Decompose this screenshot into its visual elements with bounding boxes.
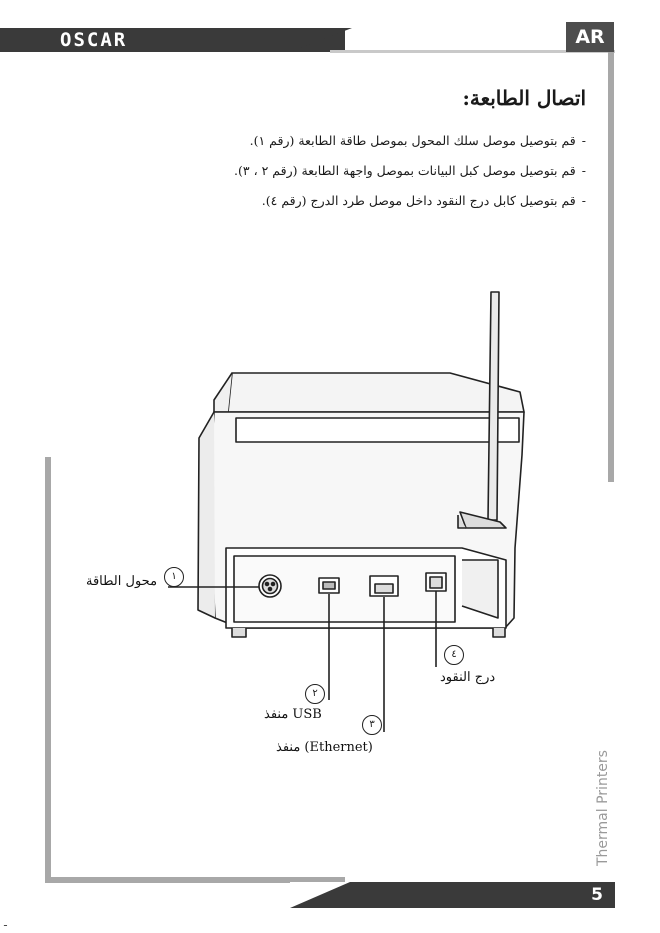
corner-mark: ـ bbox=[4, 918, 7, 929]
callout-label-power-adapter: محول الطاقة bbox=[86, 574, 158, 589]
callout-label-usb-port: منفذ USB bbox=[264, 707, 322, 722]
language-badge: AR bbox=[566, 22, 614, 52]
brand-logo: OSCAR bbox=[60, 29, 128, 51]
instruction-item: -قم بتوصيل موصل كبل البيانات بموصل واجهة الطابعة (رقم ٢ ، ٣). bbox=[234, 163, 586, 178]
callout-number-1: ١ bbox=[164, 567, 184, 587]
callout-label-ethernet-port: منفذ (Ethernet) bbox=[276, 740, 373, 755]
callout-number-2: ٢ bbox=[305, 684, 325, 704]
instruction-item: -قم بتوصيل كابل درج النقود داخل موصل طرد الدرج (رقم ٤). bbox=[261, 193, 586, 208]
callout-label-cash-drawer: درج النقود bbox=[440, 670, 496, 685]
footer-band-slant bbox=[290, 882, 350, 908]
callout-number-4: ٤ bbox=[444, 645, 464, 665]
left-border-rule bbox=[45, 457, 51, 883]
callout-number-3: ٣ bbox=[362, 715, 382, 735]
side-category-label: Thermal Printers bbox=[595, 750, 611, 866]
page-number: 5 bbox=[591, 885, 603, 905]
instruction-item: -قم بتوصيل موصل سلك المحول بموصل طاقة الطابعة (رقم ١). bbox=[249, 133, 586, 148]
section-title: اتصال الطابعة: bbox=[462, 86, 586, 110]
